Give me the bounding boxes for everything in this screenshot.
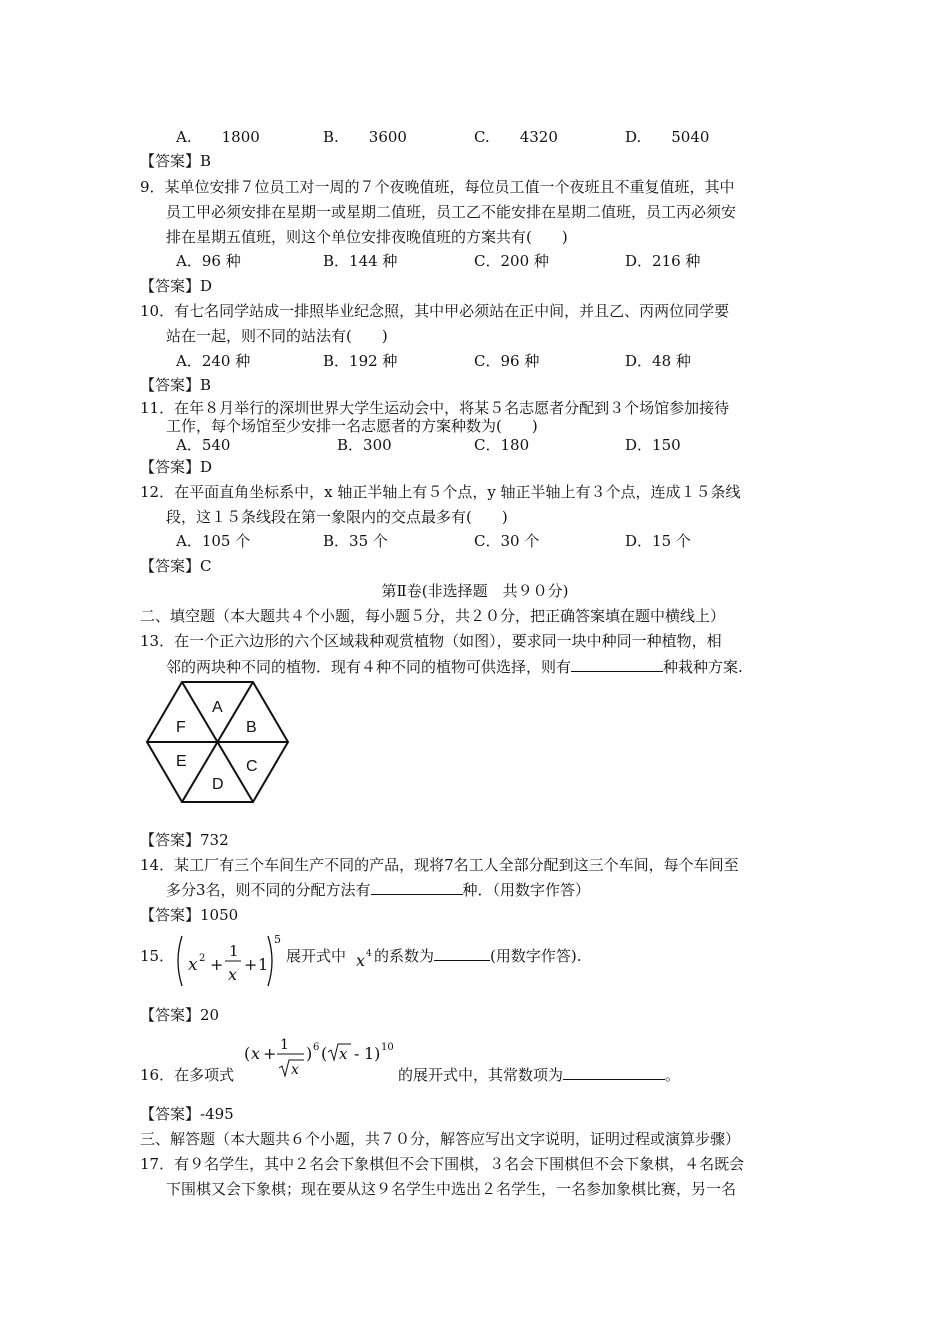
q13-line-2-end: 种栽种方案.: [663, 658, 743, 676]
q16-answer: 【答案】-495: [140, 1105, 234, 1123]
q9-answer: 【答案】D: [140, 277, 213, 295]
q15-text: [374, 946, 582, 966]
hex-label-f: F: [176, 719, 186, 736]
q17-line-2: 下围棋又会下象棋；现在要从这９名学生中选出２名学生，一名参加象棋比赛，另一名: [166, 1180, 737, 1198]
hex-label-d: D: [212, 776, 224, 793]
q14-answer: 【答案】1050: [140, 906, 239, 924]
q14-line-2-start: 多分3名，则不同的分配方法有: [166, 881, 371, 899]
q16-answer-blank: [563, 1065, 665, 1080]
hex-label-b: B: [246, 719, 257, 736]
svg-text:x: x: [339, 1045, 348, 1063]
q11-option-d: D．150: [625, 436, 681, 454]
q17-line-1: 17．有９名学生，其中２名会下象棋但不会下围棋，３名会下围棋但不会下象棋，４名既会: [140, 1155, 745, 1173]
svg-text:x: x: [356, 951, 366, 970]
svg-text:x: x: [188, 955, 198, 975]
q13-answer-blank: [571, 657, 663, 672]
svg-text:+: +: [210, 955, 224, 974]
q9-option-a: A．96 种: [176, 252, 241, 270]
q11-line-1: 11．在年８月举行的深圳世界大学生运动会中，将某５名志愿者分配到３个场馆参加接待: [140, 399, 730, 417]
q8-option-a: A. 1800: [176, 128, 260, 146]
q12-answer: 【答案】C: [140, 557, 212, 575]
q14-line-1: 14．某工厂有三个车间生产不同的产品，现将7名工人全部分配到这三个车间，每个车间至: [140, 856, 739, 874]
q11-option-c: C．180: [474, 436, 530, 454]
svg-text:4: 4: [366, 949, 372, 959]
hex-label-e: E: [176, 753, 187, 770]
hex-label-c: C: [246, 758, 258, 775]
q15-text-mid: 展开式中: [286, 947, 347, 965]
svg-text:(: (: [244, 1044, 251, 1063]
q10-option-b: B．192 种: [323, 352, 398, 370]
q10-option-d: D．48 种: [625, 352, 691, 370]
svg-text:+: +: [263, 1044, 277, 1063]
svg-text:6: 6: [313, 1042, 320, 1053]
q10-option-a: A．240 种: [176, 352, 251, 370]
section-2-heading: 二、填空题（本大题共４个小题，每小题５分，共２０分，把正确答案填在题中横线上）: [140, 607, 726, 625]
q15-text-tail: 的系数为: [374, 947, 435, 965]
q15-formula: [174, 930, 284, 992]
q9-line-2: 员工甲必须安排在星期一或星期二值班，员工乙不能安排在星期二值班，员工丙必须安: [166, 203, 737, 221]
svg-text:x: x: [228, 965, 238, 984]
q11-option-b: B．300: [337, 436, 392, 454]
q15-answer-blank: [434, 946, 490, 961]
svg-text:5: 5: [274, 933, 281, 946]
q14-line-2-end: 种．（用数字作答）: [462, 881, 591, 899]
svg-text:(: (: [321, 1044, 328, 1063]
q16-text-tail: 的展开式中，其常数项为: [398, 1066, 564, 1084]
q16-number: 16．在多项式: [140, 1066, 235, 1084]
q9-option-c: C．200 种: [474, 252, 549, 270]
q15-x4: [356, 944, 376, 970]
q15-text-end: (用数字作答).: [490, 947, 582, 965]
q16-formula: [244, 1032, 404, 1082]
q16-text-end: 。: [665, 1066, 681, 1084]
q12-option-b: B．35 个: [323, 532, 388, 550]
q11-option-a: A．540: [176, 436, 231, 454]
hexagon-figure: [140, 676, 296, 808]
q13-line-1: 13．在一个正六边形的六个区域栽种观赏植物（如图），要求同一块中种同一种植物，相: [140, 632, 722, 650]
svg-text:1: 1: [229, 942, 239, 960]
svg-text:): ): [306, 1044, 313, 1063]
q13-line-2: [166, 657, 743, 677]
svg-text:1): 1): [364, 1044, 381, 1063]
q10-line-2: 站在一起，则不同的站法有( ): [166, 327, 388, 345]
q9-line-1: 9．某单位安排７位员工对一周的７个夜晚值班，每位员工值一个夜班且不重复值班，其中: [140, 178, 735, 196]
q15-answer: 【答案】20: [140, 1006, 220, 1024]
q12-option-d: D．15 个: [625, 532, 691, 550]
section-3-heading: 三、解答题（本大题共６个小题，共７０分，解答应写出文字说明，证明过程或演算步骤）: [140, 1130, 741, 1148]
svg-text:+: +: [244, 955, 258, 974]
q14-answer-blank: [371, 880, 463, 895]
q10-option-c: C．96 种: [474, 352, 540, 370]
q12-line-2: 段，这１５条线段在第一象限内的交点最多有( ): [166, 508, 508, 526]
q13-answer: 【答案】732: [140, 831, 229, 849]
q10-answer: 【答案】B: [140, 376, 212, 394]
q8-option-b: B. 3600: [323, 128, 407, 146]
q11-answer: 【答案】D: [140, 458, 213, 476]
svg-text:10: 10: [381, 1042, 394, 1053]
q14-line-2: [166, 880, 590, 900]
q12-line-1: 12．在平面直角坐标系中，x 轴正半轴上有５个点，y 轴正半轴上有３个点，连成１５条线: [140, 483, 741, 501]
section-2-title: 第Ⅱ卷(非选择题 共９０分): [381, 582, 569, 600]
q13-line-2-start: 邻的两块种不同的植物．现有４种不同的植物可供选择，则有: [166, 658, 572, 676]
q8-option-c: C. 4320: [474, 128, 558, 146]
q11-line-2: 工作，每个场馆至少安排一名志愿者的方案种数为( ): [166, 417, 538, 435]
q12-option-a: A．105 个: [176, 532, 251, 550]
q16-text: [398, 1065, 680, 1085]
q12-option-c: C．30 个: [474, 532, 540, 550]
svg-text:1: 1: [280, 1037, 289, 1053]
q9-option-d: D．216 种: [625, 252, 701, 270]
svg-text:2: 2: [199, 953, 206, 964]
q9-line-3: 排在星期五值班，则这个单位安排夜晚值班的方案共有( ): [166, 228, 568, 246]
q8-option-d: D. 5040: [625, 128, 710, 146]
svg-text:1: 1: [258, 955, 269, 974]
q10-line-1: 10．有七名同学站成一排照毕业纪念照，其中甲必须站在正中间，并且乙、丙两位同学要: [140, 302, 730, 320]
q8-answer: 【答案】B: [140, 152, 212, 170]
svg-text:x: x: [291, 1062, 299, 1078]
hex-label-a: A: [212, 699, 223, 716]
q9-option-b: B．144 种: [323, 252, 398, 270]
q15-number: 15．: [140, 947, 175, 965]
svg-text:x: x: [251, 1044, 261, 1063]
svg-text:-: -: [354, 1044, 360, 1063]
